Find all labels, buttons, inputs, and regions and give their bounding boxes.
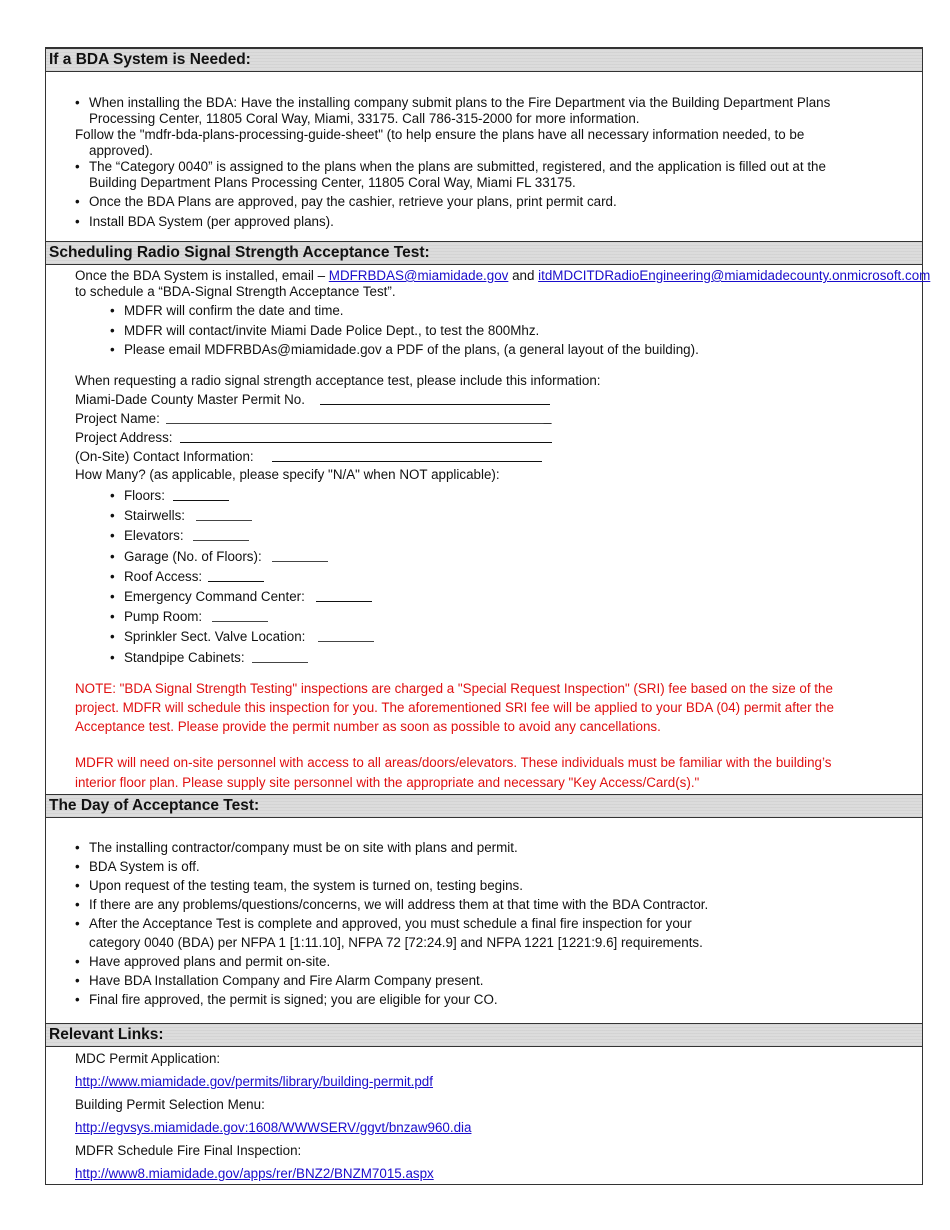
count-blank-roof-access xyxy=(208,581,264,582)
field-permit-blank xyxy=(320,404,550,405)
field-project-name-label: Project Name: xyxy=(75,411,160,426)
document-page xyxy=(45,47,931,1185)
bda-follow-line-1: Follow the "mdfr-bda-plans-processing-guide-sheet" (to help ensure the plans have all necessary information needed, to be xyxy=(75,127,805,142)
field-project-name-blank xyxy=(166,423,544,424)
email-link-itd-radio[interactable]: itdMDCITDRadioEngineering@miamidadecounty.onmicrosoft.com xyxy=(538,268,931,283)
email-prefix: Once the BDA System is installed, email – xyxy=(75,268,329,283)
link-1-label: MDC Permit Application: xyxy=(75,1051,221,1066)
email-link-mdfrbdas[interactable]: MDFRBDAS@miamidade.gov xyxy=(328,268,509,283)
note-personnel-line-1: MDFR will need on-site personnel with access to all areas/doors/elevators. These individuals must be familiar with the building’s xyxy=(75,755,832,770)
count-item-pump-room: • Pump Room: xyxy=(124,608,202,625)
link-permit-application[interactable]: http://www.miamidade.gov/permits/library/building-permit.pdf xyxy=(75,1074,433,1089)
field-project-name-tail: _ xyxy=(544,409,552,424)
note-sri-line-3: Acceptance test. Please provide the permit number as soon as possible to avoid any cancellations. xyxy=(75,719,661,734)
count-item-stairwells: • Stairwells: xyxy=(124,507,185,524)
day-bullet-4: • If there are any problems/questions/concerns, we will address them at that time with the BDA Contractor. xyxy=(89,896,708,913)
day-bullet-5-line-2: category 0040 (BDA) per NFPA 1 [1:11.10], NFPA 72 [72:24.9] and NFPA 1221 [1221:9.6] requirements. xyxy=(89,935,703,950)
section-heading-links: Relevant Links: xyxy=(46,1023,922,1047)
link-permit-selection-menu[interactable]: http://egvsys.miamidade.gov:1608/WWWSERV/ggvt/bnzaw960.dia xyxy=(75,1120,472,1135)
field-project-address-blank xyxy=(180,442,552,443)
section-heading-bda: If a BDA System is Needed: xyxy=(46,48,922,72)
count-item-floors: • Floors: xyxy=(124,487,165,504)
note-sri-line-1: NOTE: "BDA Signal Strength Testing" inspections are charged a "Special Request Inspection" (SRI) fee based on the size of the xyxy=(75,681,833,696)
section-heading-acceptance-day: The Day of Acceptance Test: xyxy=(46,794,922,818)
count-blank-pump-room xyxy=(212,621,268,622)
link-2-label: Building Permit Selection Menu: xyxy=(75,1097,265,1112)
count-item-garage: • Garage (No. of Floors): xyxy=(124,548,262,565)
count-blank-floors xyxy=(173,500,229,501)
field-project-address-label: Project Address: xyxy=(75,430,173,445)
link-3-label: MDFR Schedule Fire Final Inspection: xyxy=(75,1143,302,1158)
day-bullet-8: • Final fire approved, the permit is signed; you are eligible for your CO. xyxy=(89,991,498,1008)
day-bullet-5-line-1: • After the Acceptance Test is complete and approved, you must schedule a final fire inspection for your xyxy=(89,915,692,932)
section-heading-scheduling: Scheduling Radio Signal Strength Acceptance Test: xyxy=(46,241,922,265)
bda-bullet-3: • Once the BDA Plans are approved, pay the cashier, retrieve your plans, print permit card. xyxy=(89,193,617,210)
count-blank-command-center xyxy=(316,601,372,602)
count-blank-sprinkler-valve xyxy=(318,641,374,642)
bda-bullet-4: • Install BDA System (per approved plans). xyxy=(89,213,334,230)
count-item-command-center: • Emergency Command Center: xyxy=(124,588,305,605)
count-blank-elevators xyxy=(193,540,249,541)
count-item-standpipe: • Standpipe Cabinets: xyxy=(124,649,245,666)
bda-bullet-2-line-1: • The “Category 0040” is assigned to the plans when the plans are submitted, registered, and the application is filled out at the xyxy=(89,158,826,175)
field-contact-blank xyxy=(272,461,542,462)
sched-bullet-3: • Please email MDFRBDAs@miamidade.gov a PDF of the plans, (a general layout of the building). xyxy=(124,341,699,358)
day-bullet-6: • Have approved plans and permit on-site. xyxy=(89,953,330,970)
day-bullet-3: • Upon request of the testing team, the system is turned on, testing begins. xyxy=(89,877,523,894)
count-blank-garage xyxy=(272,561,328,562)
day-bullet-1: • The installing contractor/company must be on site with plans and permit. xyxy=(89,839,518,856)
field-contact-label: (On-Site) Contact Information: xyxy=(75,449,254,464)
bda-follow-line-2: approved). xyxy=(89,143,154,158)
count-blank-standpipe xyxy=(252,662,308,663)
sched-email-suffix: to schedule a “BDA-Signal Strength Acceptance Test”. xyxy=(75,284,396,299)
count-item-sprinkler-valve: • Sprinkler Sect. Valve Location: xyxy=(124,628,305,645)
request-intro: When requesting a radio signal strength acceptance test, please include this information: xyxy=(75,373,601,388)
day-bullet-2: • BDA System is off. xyxy=(89,858,200,875)
link-schedule-fire-final[interactable]: http://www8.miamidade.gov/apps/rer/BNZ2/BNZM7015.aspx xyxy=(75,1166,434,1181)
count-item-roof-access: • Roof Access: xyxy=(124,568,202,585)
count-blank-stairwells xyxy=(196,520,252,521)
email-and: and xyxy=(508,268,539,283)
sched-email-line xyxy=(75,267,930,284)
sched-bullet-1: • MDFR will confirm the date and time. xyxy=(124,302,344,319)
field-permit-label: Miami-Dade County Master Permit No. xyxy=(75,392,305,407)
bda-bullet-1-line-1: • When installing the BDA: Have the installing company submit plans to the Fire Department via the Building Department Plans xyxy=(89,94,830,111)
count-item-elevators: • Elevators: xyxy=(124,527,184,544)
note-personnel-line-2: interior floor plan. Please supply site personnel with the appropriate and necessary "Key Access/Card(s)." xyxy=(75,775,700,790)
bda-bullet-1-line-2: Processing Center, 11805 Coral Way, Miami, 33175. Call 786-315-2000 for more information. xyxy=(89,111,640,126)
day-bullet-7: • Have BDA Installation Company and Fire Alarm Company present. xyxy=(89,972,483,989)
how-many-intro: How Many? (as applicable, please specify "N/A" when NOT applicable): xyxy=(75,467,500,482)
bda-bullet-2-line-2: Building Department Plans Processing Center, 11805 Coral Way, Miami FL 33175. xyxy=(89,175,576,190)
note-sri-line-2: project. MDFR will schedule this inspection for you. The aforementioned SRI fee will be applied to your BDA (04) permit after the xyxy=(75,700,834,715)
sched-bullet-2: • MDFR will contact/invite Miami Dade Police Dept., to test the 800Mhz. xyxy=(124,322,539,339)
